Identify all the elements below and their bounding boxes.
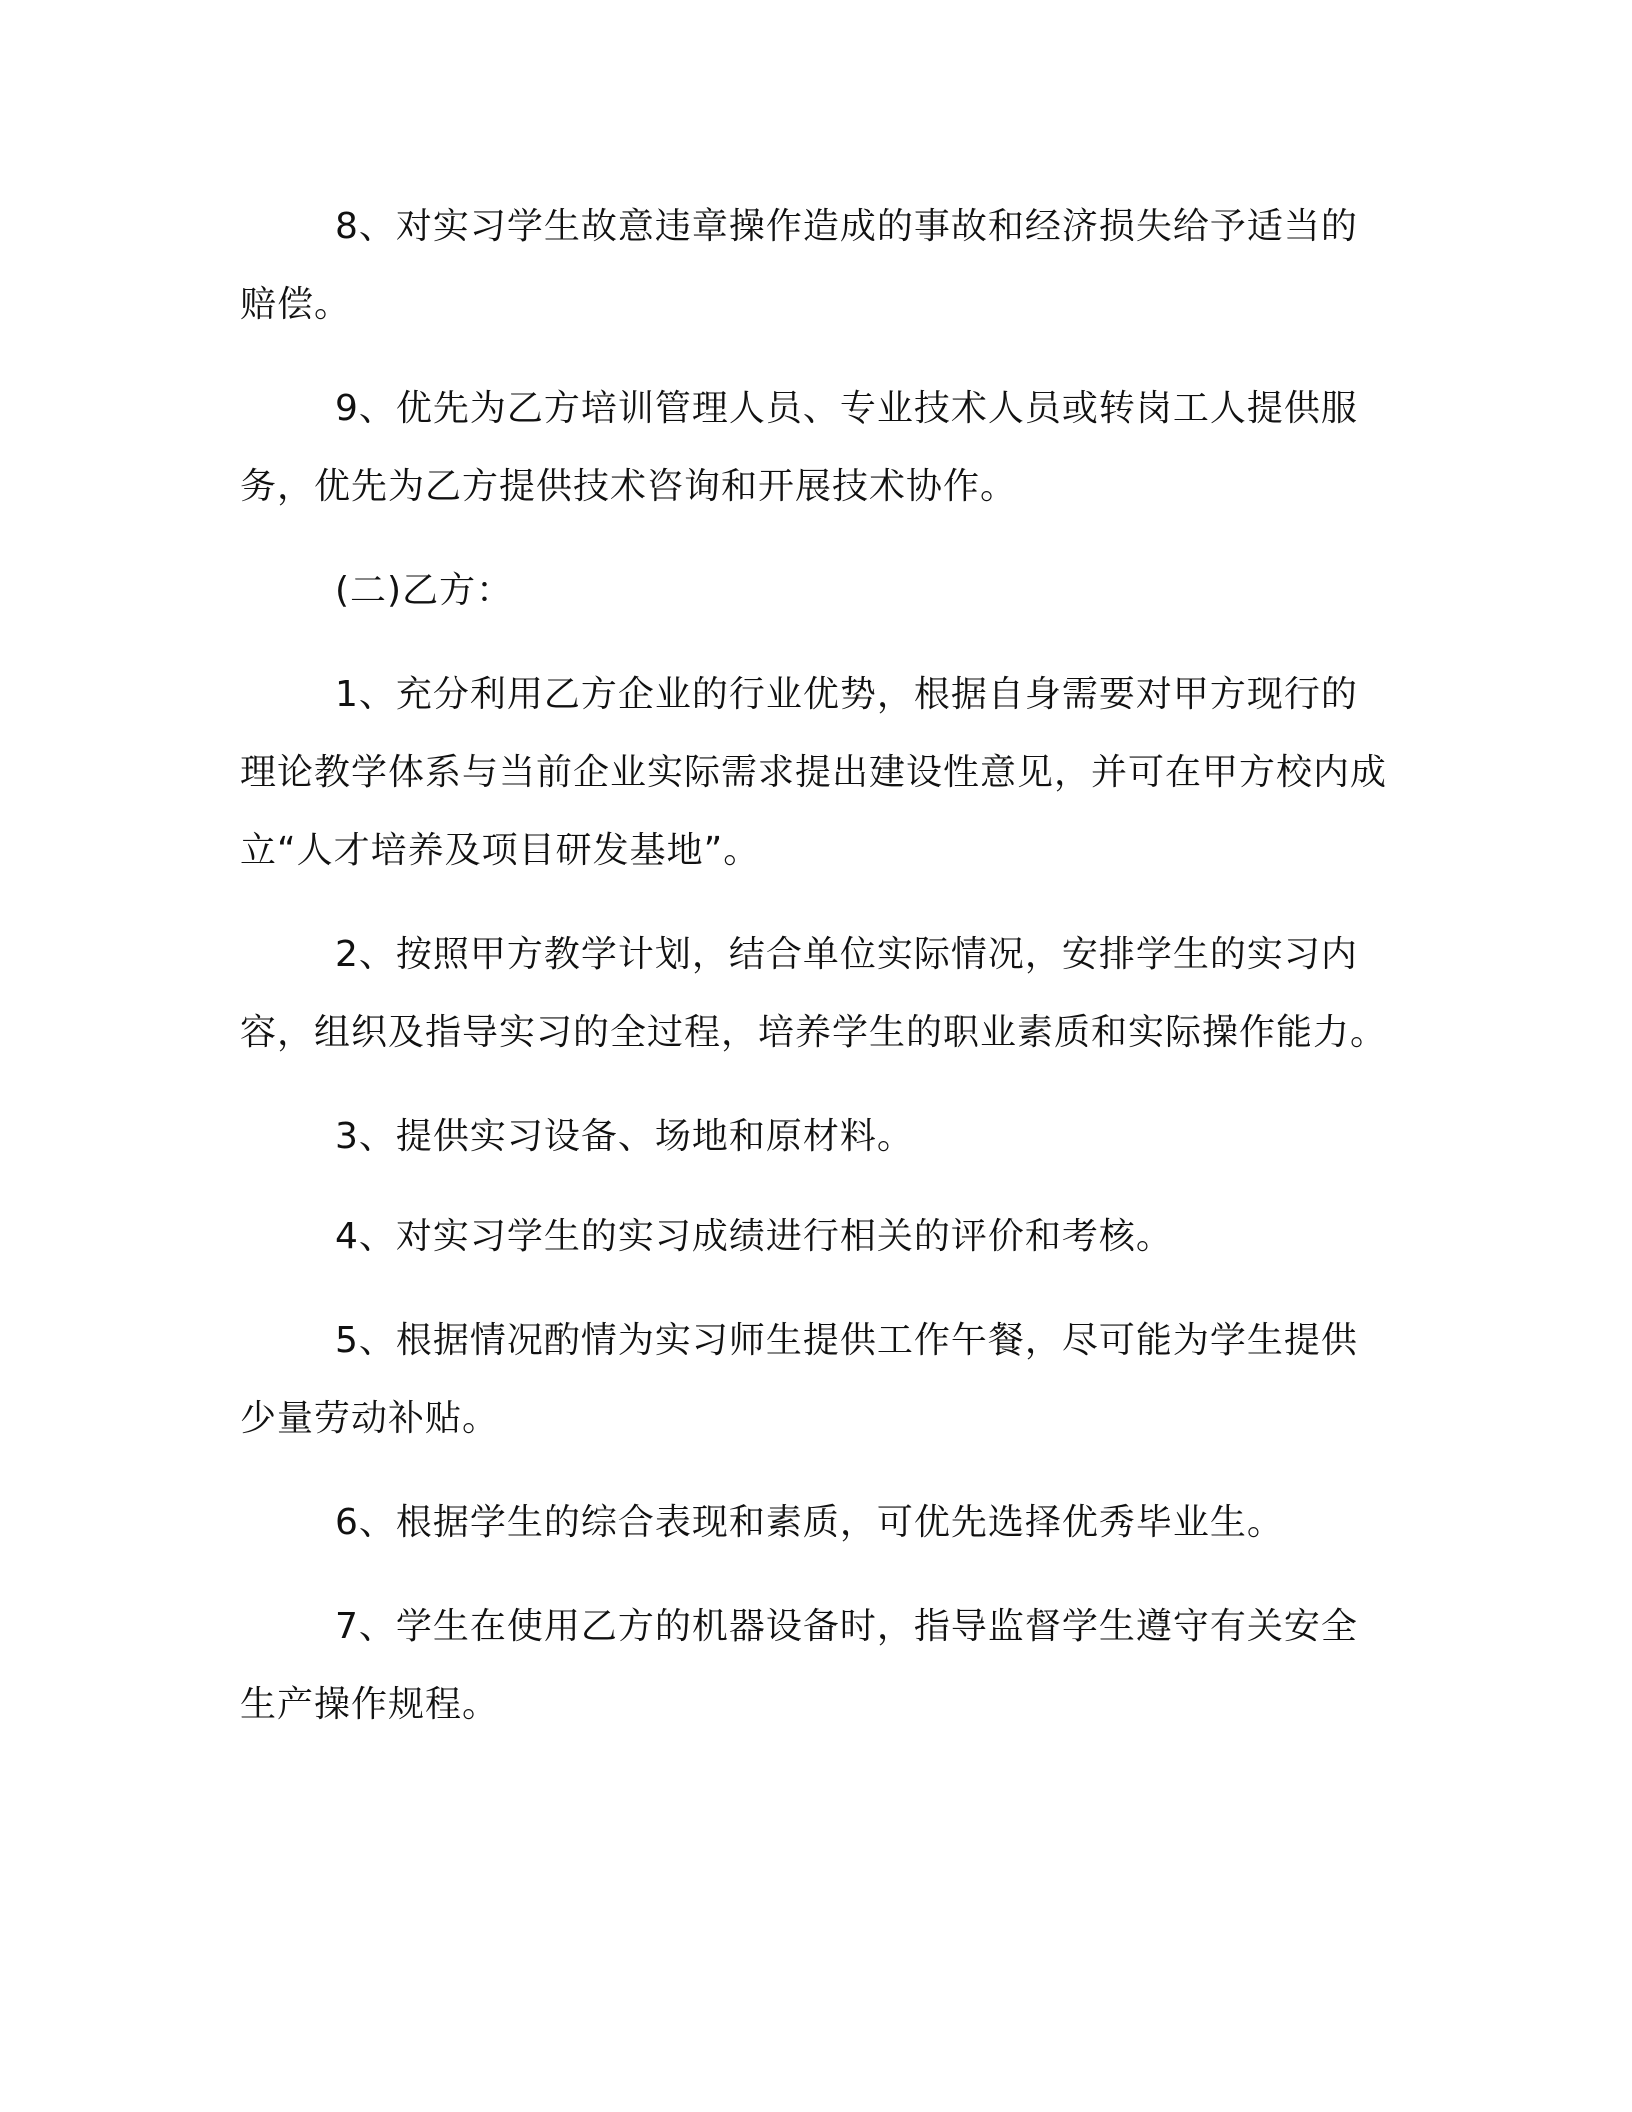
paragraph-item-9: 9、优先为乙方培训管理人员、专业技术人员或转岗工人提供服务，优先为乙方提供技术咨询和开展技术协作。 (240, 388, 1358, 507)
section-heading-party-b: (二)乙方： (335, 570, 514, 611)
paragraph-item-b6: 6、根据学生的综合表现和素质，可优先选择优秀毕业生。 (335, 1502, 1284, 1543)
paragraph-item-b7: 7、学生在使用乙方的机器设备时，指导监督学生遵守有关安全生产操作规程。 (240, 1606, 1358, 1725)
paragraph-item-8: 8、对实习学生故意违章操作造成的事故和经济损失给予适当的赔偿。 (240, 206, 1358, 325)
paragraph-item-b1: 1、充分利用乙方企业的行业优势，根据自身需要对甲方现行的理论教学体系与当前企业实际需求提出建设性意见，并可在甲方校内成立“人才培养及项目研发基地”。 (240, 674, 1388, 871)
paragraph-item-b2: 2、按照甲方教学计划，结合单位实际情况，安排学生的实习内容，组织及指导实习的全过程，培养学生的职业素质和实际操作能力。 (240, 934, 1388, 1053)
paragraph-item-b4: 4、对实习学生的实习成绩进行相关的评价和考核。 (335, 1216, 1173, 1257)
paragraph-item-b3: 3、提供实习设备、场地和原材料。 (335, 1116, 914, 1157)
document-page (240, 188, 1390, 1774)
paragraph-item-b5: 5、根据情况酌情为实习师生提供工作午餐，尽可能为学生提供少量劳动补贴。 (240, 1320, 1358, 1439)
